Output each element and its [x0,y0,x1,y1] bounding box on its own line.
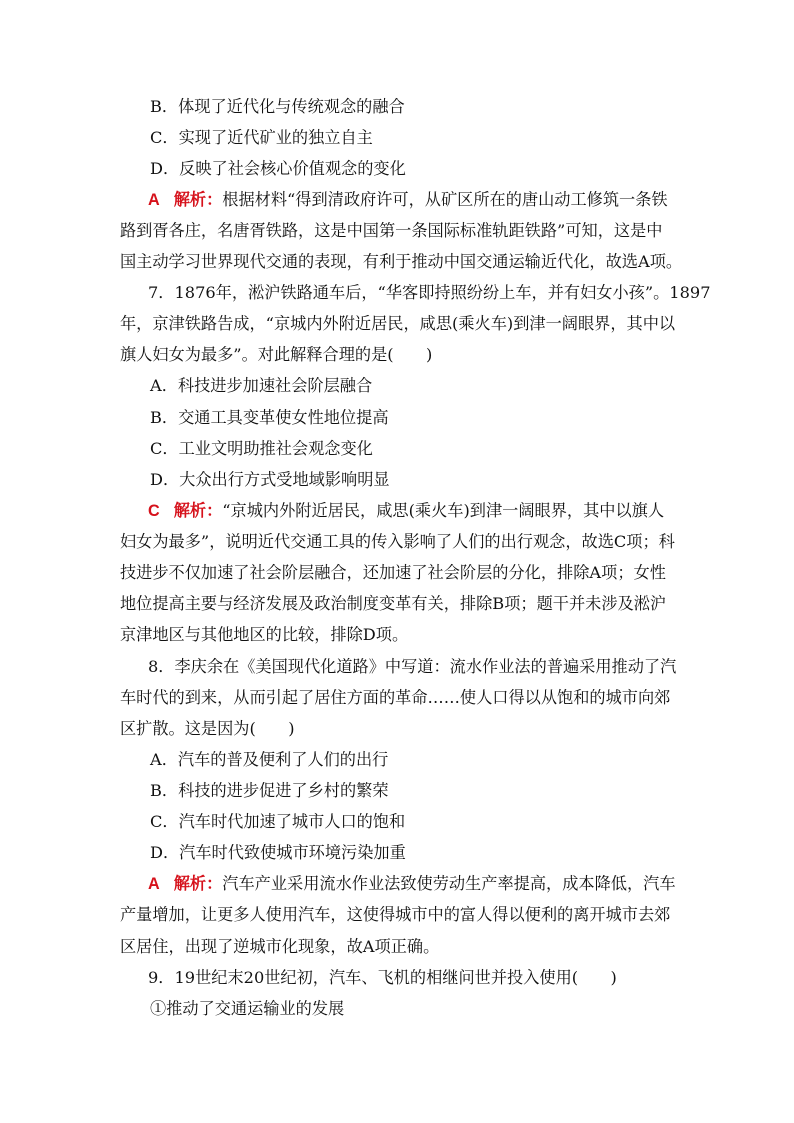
line-text: 区扩散。这是因为( ) [120,719,295,738]
analysis-label: 解析： [173,501,223,520]
line-text: A．汽车的普及便利了人们的出行 [150,750,389,769]
line-text: D．反映了社会核心价值观念的变化 [150,159,406,178]
line-text: B．体现了近代化与传统观念的融合 [150,97,405,116]
q6-analysis-cont [120,221,662,241]
line-text: 汽车产业采用流水作业法致使劳动生产率提高，成本降低，汽车 [222,874,676,893]
line-text: 妇女为最多”，说明近代交通工具的传入影响了人们的出行观念，故选C项；科 [120,532,675,551]
q7-analysis-cont [120,563,666,583]
line-text: 旗人妇女为最多”。对此解释合理的是( ) [120,345,433,364]
analysis-label: 解析： [173,190,223,209]
line-text: 7．1876年，淞沪铁路通车后，“华客即持照纷纷上车，并有妇女小孩”。1897 [148,283,711,302]
q7-stem-cont [120,314,675,334]
q8-analysis-line [148,874,676,894]
line-text: C．汽车时代加速了城市人口的饱和 [150,812,406,831]
answer-letter: A [148,191,160,209]
q6-option-d [150,159,406,179]
line-text: 京津地区与其他地区的比较，排除D项。 [120,625,409,644]
q9-stem [148,968,617,988]
q8-analysis-cont [120,937,439,957]
q6-analysis-cont [120,252,682,272]
line-text: 产量增加，让更多人使用汽车，这使得城市中的富人得以便利的离开城市去郊 [120,905,671,924]
q8-stem-cont [120,719,295,739]
line-text: C．实现了近代矿业的独立自主 [150,128,373,147]
q7-stem-cont [120,345,432,365]
q8-analysis-cont [120,905,670,925]
q7-option-b [150,408,389,428]
q6-analysis-line [148,190,668,210]
q7-option-a [150,376,372,396]
q8-option-a [150,750,388,770]
q9-item-1 [150,999,344,1019]
q7-option-c [150,439,373,459]
line-text: 路到胥各庄，名唐胥铁路，这是中国第一条国际标准轨距铁路”可知，这是中 [120,221,663,240]
line-text: B．交通工具变革使女性地位提高 [150,408,389,427]
q7-option-d [150,470,390,490]
line-text: 国主动学习世界现代交通的表现，有利于推动中国交通运输近代化，故选A项。 [120,252,683,271]
line-text: 8．李庆余在《美国现代化道路》中写道：流水作业法的普遍采用推动了汽 [148,657,677,676]
line-text: C．工业文明助推社会观念变化 [150,439,373,458]
line-text: D．汽车时代致使城市环境污染加重 [150,843,406,862]
q7-analysis-cont [120,532,675,552]
q8-stem-cont [120,688,670,708]
q8-option-d [150,843,406,863]
line-text: B．科技的进步促进了乡村的繁荣 [150,781,389,800]
line-text: 技进步不仅加速了社会阶层融合，还加速了社会阶层的分化，排除A项；女性 [120,563,666,582]
q7-analysis-cont [120,625,408,645]
q6-option-c [150,128,373,148]
q7-analysis-cont [120,594,666,614]
line-text: 区居住，出现了逆城市化现象，故A项正确。 [120,937,440,956]
line-text: ①推动了交通运输业的发展 [150,999,345,1018]
q6-option-b [150,97,405,117]
q7-stem [148,283,711,303]
line-text: 根据材料“得到清政府许可，从矿区所在的唐山动工修筑一条铁 [222,190,668,209]
answer-letter: C [148,502,160,520]
line-text: 9．19世纪末20世纪初，汽车、飞机的相继问世并投入使用( ) [148,968,617,987]
line-text: 年，京津铁路告成，“京城内外附近居民，咸思(乘火车)到津一阔眼界，其中以 [120,314,676,333]
line-text: 车时代的到来，从而引起了居住方面的革命……使人口得以从饱和的城市向郊 [120,688,671,707]
answer-letter: A [148,875,160,893]
line-text: A．科技进步加速社会阶层融合 [150,376,373,395]
analysis-label: 解析： [173,874,223,893]
line-text: “京城内外附近居民，咸思(乘火车)到津一阔眼界，其中以旗人 [222,501,665,520]
q8-option-c [150,812,405,832]
q8-stem [148,657,676,677]
line-text: D．大众出行方式受地域影响明显 [150,470,390,489]
line-text: 地位提高主要与经济发展及政治制度变革有关，排除B项；题干并未涉及淞沪 [120,594,667,613]
q7-analysis-line [148,501,664,521]
q8-option-b [150,781,389,801]
